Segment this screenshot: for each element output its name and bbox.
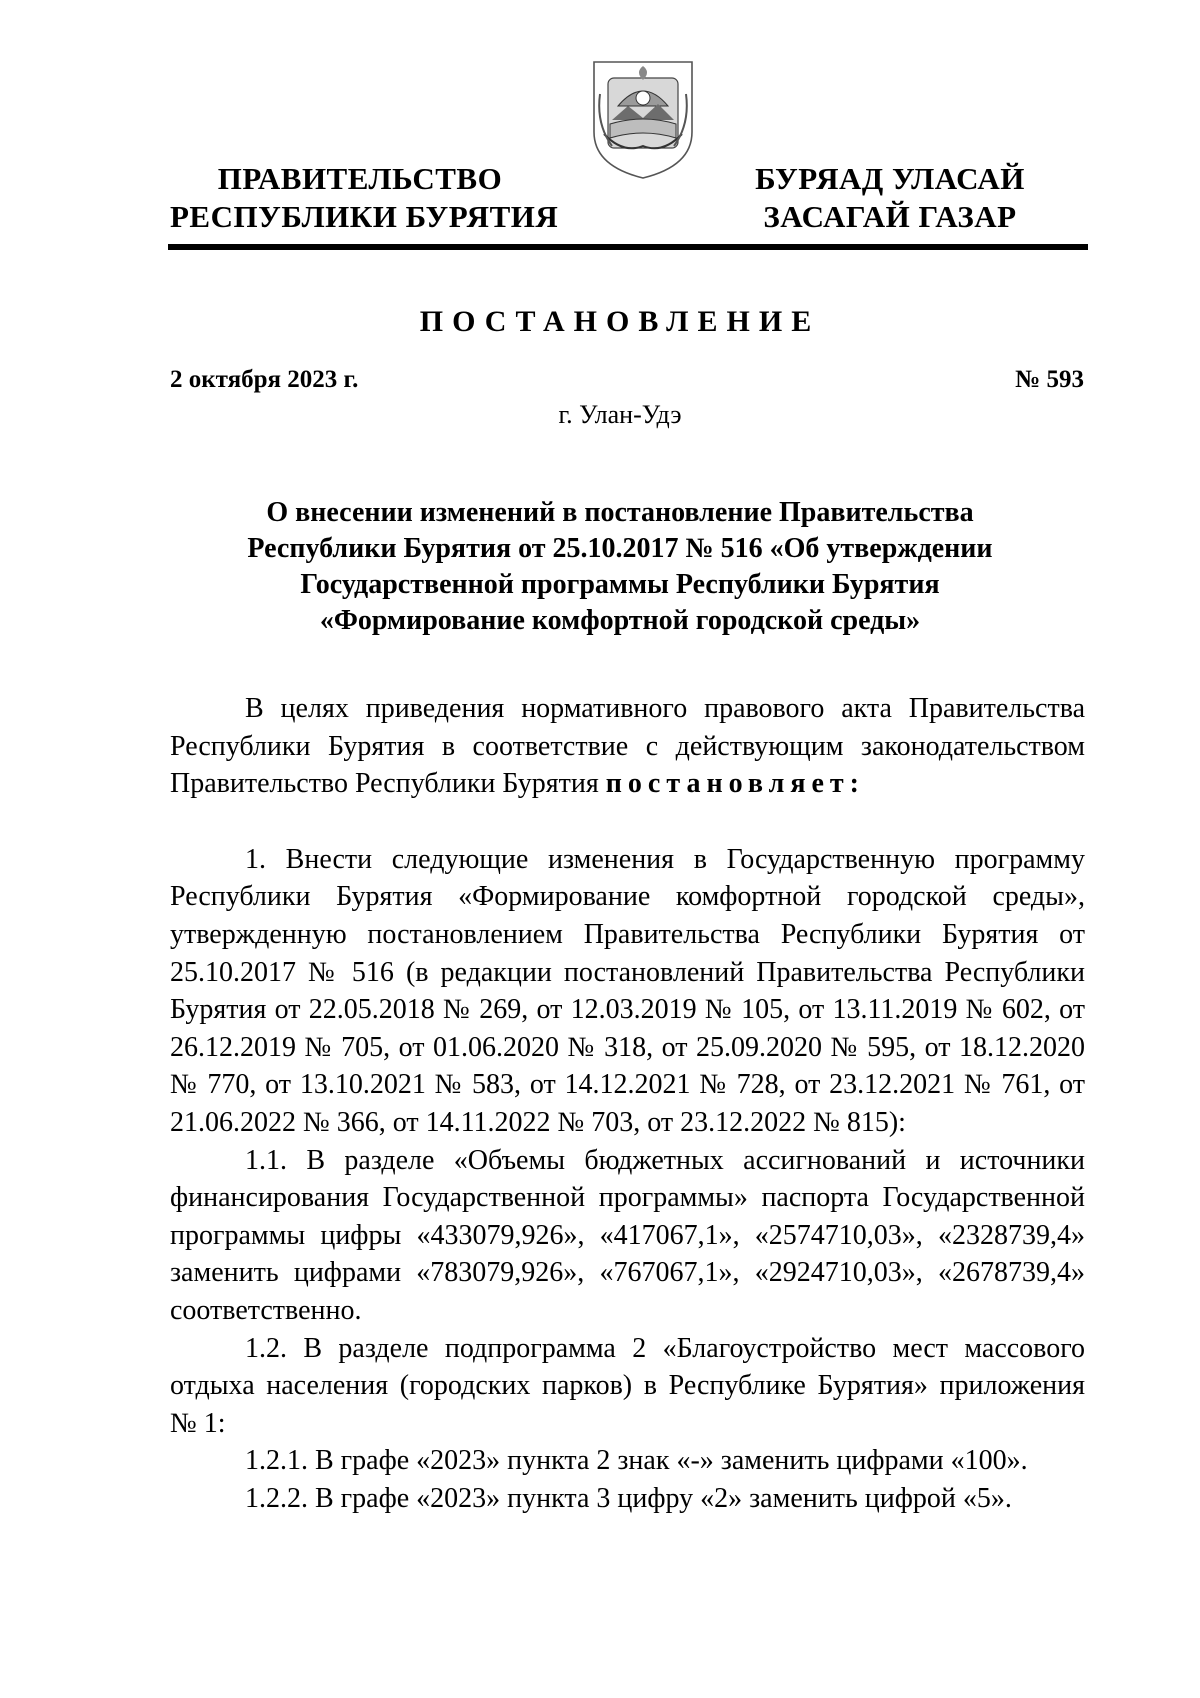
intro-paragraph [170, 690, 1085, 803]
header-divider [168, 244, 1088, 250]
decree-word: постановляет: [605, 768, 865, 800]
coat-of-arms-icon [588, 54, 698, 182]
government-name-ru-line1: ПРАВИТЕЛЬСТВО [217, 161, 503, 196]
paragraph-1-2-1: 1.2.1. В графе «2023» пункта 2 знак «-» заменить цифрами «100». [245, 1445, 1028, 1477]
government-name-ru [170, 160, 559, 236]
paragraph-1-1: 1.1. В разделе «Объемы бюджетных ассигнований и источники финансирования Государственной программы» паспорта Государственной программы цифры «433079,926», «417067,1», «2574710,03», «2328739,4» заменить цифрами «783079,926», «767067,1», «2924710,03», «2678739,4» соответственно. [170, 1144, 1085, 1326]
document-city: г. Улан-Удэ [558, 400, 682, 429]
government-name-bua-line1: БУРЯАД УЛАСАЙ [755, 161, 1025, 196]
intro-text: В целях приведения нормативного правового акта Правительства Республики Бурятия в соответствие с действующим законодательством Правительство Республики Бурятия [170, 693, 1085, 800]
document-title [200, 495, 1040, 639]
paragraph-1-2-2: 1.2.2. В графе «2023» пункта 3 цифру «2» заменить цифрой «5». [245, 1482, 1012, 1514]
document-number: № 593 [1015, 366, 1084, 393]
document-title-line1: О внесении изменений в постановление Правительства [266, 497, 974, 528]
document-title-line2: Республики Бурятия от 25.10.2017 № 516 «Об утверждении [247, 533, 993, 564]
document-date: 2 октября 2023 г. [170, 366, 359, 393]
paragraph-1-2: 1.2. В разделе подпрограмма 2 «Благоустройство мест массового отдыха населения (городских парков) в Республике Бурятия» приложения № 1: [170, 1332, 1085, 1439]
document-body [170, 690, 1085, 1517]
document-title-line3: Государственной программы Республики Бурятия [300, 569, 940, 600]
document-title-line4: «Формирование комфортной городской среды» [319, 605, 921, 636]
document-type: ПОСТАНОВЛЕНИЕ [419, 305, 821, 338]
paragraph-1: 1. Внести следующие изменения в Государственную программу Республики Бурятия «Формирование комфортной городской среды», утвержденную постановлением Правительства Республики Бурятия от 25.10.2017 № 516 (в редакции постановлений Правительства Республики Бурятия от 22.05.2018 № 269, от 12.03.2019 № 105, от 13.11.2019 № 602, от 26.12.2019 № 705, от 01.06.2020 № 318, от 25.09.2020 № 595, от 18.12.2020 № 770, от 13.10.2021 № 583, от 14.12.2021 № 728, от 23.12.2021 № 761, от 21.06.2022 № 366, от 14.11.2022 № 703, от 23.12.2022 № 815): [170, 843, 1085, 1138]
government-name-bua-line2: ЗАСАГАЙ ГАЗАР [763, 199, 1017, 234]
government-name-bua [745, 160, 1035, 236]
government-name-ru-line2: РЕСПУБЛИКИ БУРЯТИЯ [170, 199, 559, 234]
